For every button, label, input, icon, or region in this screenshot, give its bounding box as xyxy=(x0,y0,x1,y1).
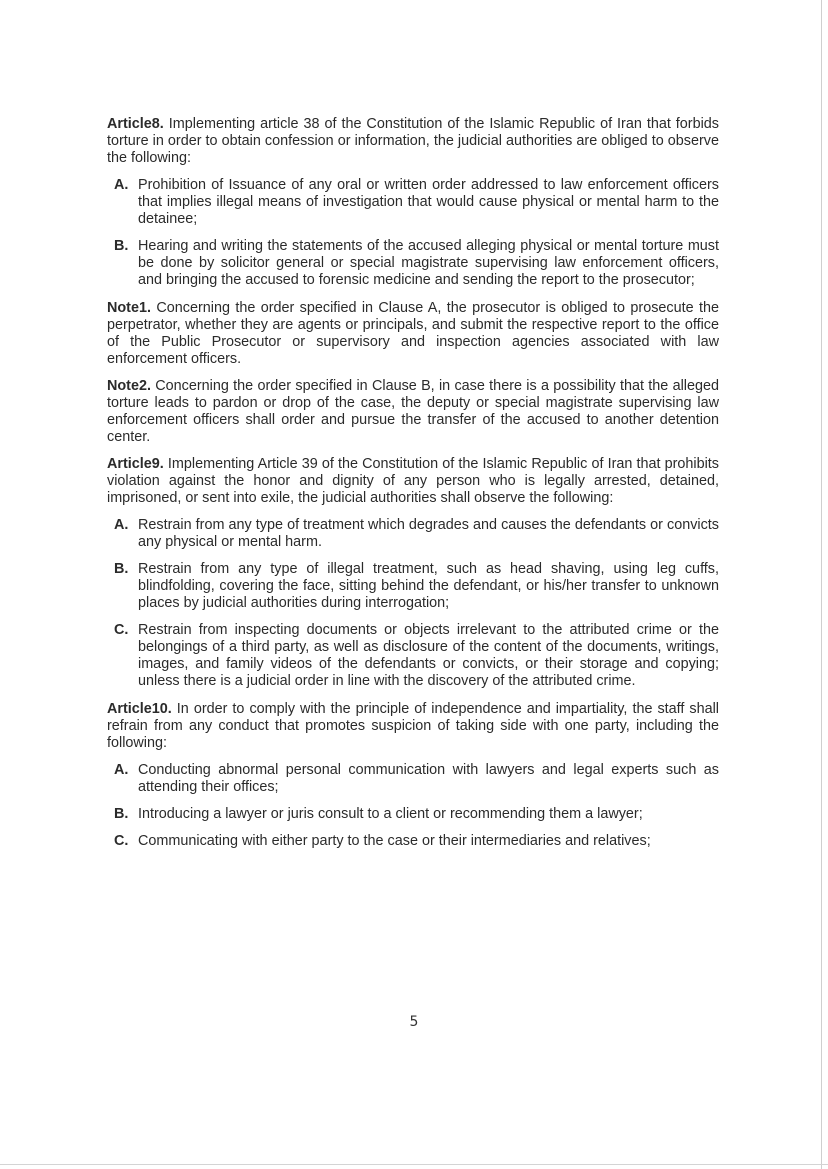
list-marker: A. xyxy=(114,517,129,533)
note-2-text: Concerning the order specified in Clause B, in case there is a possibility that the alleged torture leads to pardon or drop of the case, the deputy or special magistrate supervising law enforcement officers shall order and pursue the transfer of the accused to another detention center. xyxy=(107,378,719,445)
article-10-list xyxy=(107,762,719,850)
list-item xyxy=(107,517,719,551)
article-9-text: Implementing Article 39 of the Constitution of the Islamic Republic of Iran that prohibits violation against the honor and dignity of any person who is legally arrested, detained, imprisoned, or sent into exile, the judicial authorities shall observe the following: xyxy=(107,456,719,506)
note-2-paragraph xyxy=(107,378,719,446)
note-1-text: Concerning the order specified in Clause A, the prosecutor is obliged to prosecute the perpetrator, whether they are agents or principals, and submit the respective report to the office of the Public Prosecutor or supervisory and inspection agencies associated with law enforcement officers. xyxy=(107,300,719,367)
list-marker: B. xyxy=(114,561,129,577)
list-item xyxy=(107,622,719,690)
list-item-text: Restrain from inspecting documents or objects irrelevant to the attributed crime or the belongings of a third party, as well as disclosure of the content of the documents, writings, images, and family videos of the defendants or convicts, or their storage and copying; unless there is a judicial order in line with the discovery of the attributed crime. xyxy=(138,622,719,689)
list-marker: C. xyxy=(114,833,129,849)
list-item xyxy=(107,561,719,612)
list-item-text: Conducting abnormal personal communication with lawyers and legal experts such as attending their offices; xyxy=(138,762,719,795)
article-10-text: In order to comply with the principle of independence and impartiality, the staff shall refrain from any conduct that promotes suspicion of taking side with one party, including the following: xyxy=(107,701,719,751)
list-marker: A. xyxy=(114,762,129,778)
article-8-label: Article8. xyxy=(107,116,164,132)
note-1-paragraph xyxy=(107,300,719,368)
list-item-text: Communicating with either party to the case or their intermediaries and relatives; xyxy=(138,833,651,849)
page-bottom-edge xyxy=(0,1164,828,1165)
list-item-text: Introducing a lawyer or juris consult to a client or recommending them a lawyer; xyxy=(138,806,643,822)
list-item-text: Prohibition of Issuance of any oral or written order addressed to law enforcement officers that implies illegal means of investigation that would cause physical or mental harm to the detainee; xyxy=(138,177,719,227)
page-right-edge xyxy=(821,0,822,1169)
list-item xyxy=(107,238,719,289)
list-item xyxy=(107,177,719,228)
note-2-label: Note2. xyxy=(107,378,151,394)
article-8-list xyxy=(107,177,719,289)
list-marker: B. xyxy=(114,806,129,822)
article-9-list xyxy=(107,517,719,690)
list-item xyxy=(107,833,719,850)
list-marker: B. xyxy=(114,238,129,254)
list-item-text: Hearing and writing the statements of the accused alleging physical or mental torture must be done by solicitor general or special magistrate supervising law enforcement officers, and bringing the accused to forensic medicine and sending the report to the prosecutor; xyxy=(138,238,719,288)
article-10-label: Article10. xyxy=(107,701,172,717)
list-item-text: Restrain from any type of treatment which degrades and causes the defendants or convicts any physical or mental harm. xyxy=(138,517,719,550)
article-9-label: Article9. xyxy=(107,456,164,472)
note-1-label: Note1. xyxy=(107,300,151,316)
document-body xyxy=(107,116,719,861)
list-marker: C. xyxy=(114,622,129,638)
article-10-paragraph xyxy=(107,701,719,752)
list-marker: A. xyxy=(114,177,129,193)
page-number: 5 xyxy=(409,1014,419,1030)
article-8-paragraph xyxy=(107,116,719,167)
list-item xyxy=(107,806,719,823)
list-item xyxy=(107,762,719,796)
list-item-text: Restrain from any type of illegal treatment, such as head shaving, using leg cuffs, blindfolding, covering the face, sitting behind the defendant, or his/her transfer to unknown places by judicial authorities during interrogation; xyxy=(138,561,719,611)
article-8-text: Implementing article 38 of the Constitution of the Islamic Republic of Iran that forbids torture in order to obtain confession or information, the judicial authorities are obliged to observe the following: xyxy=(107,116,719,166)
article-9-paragraph xyxy=(107,456,719,507)
